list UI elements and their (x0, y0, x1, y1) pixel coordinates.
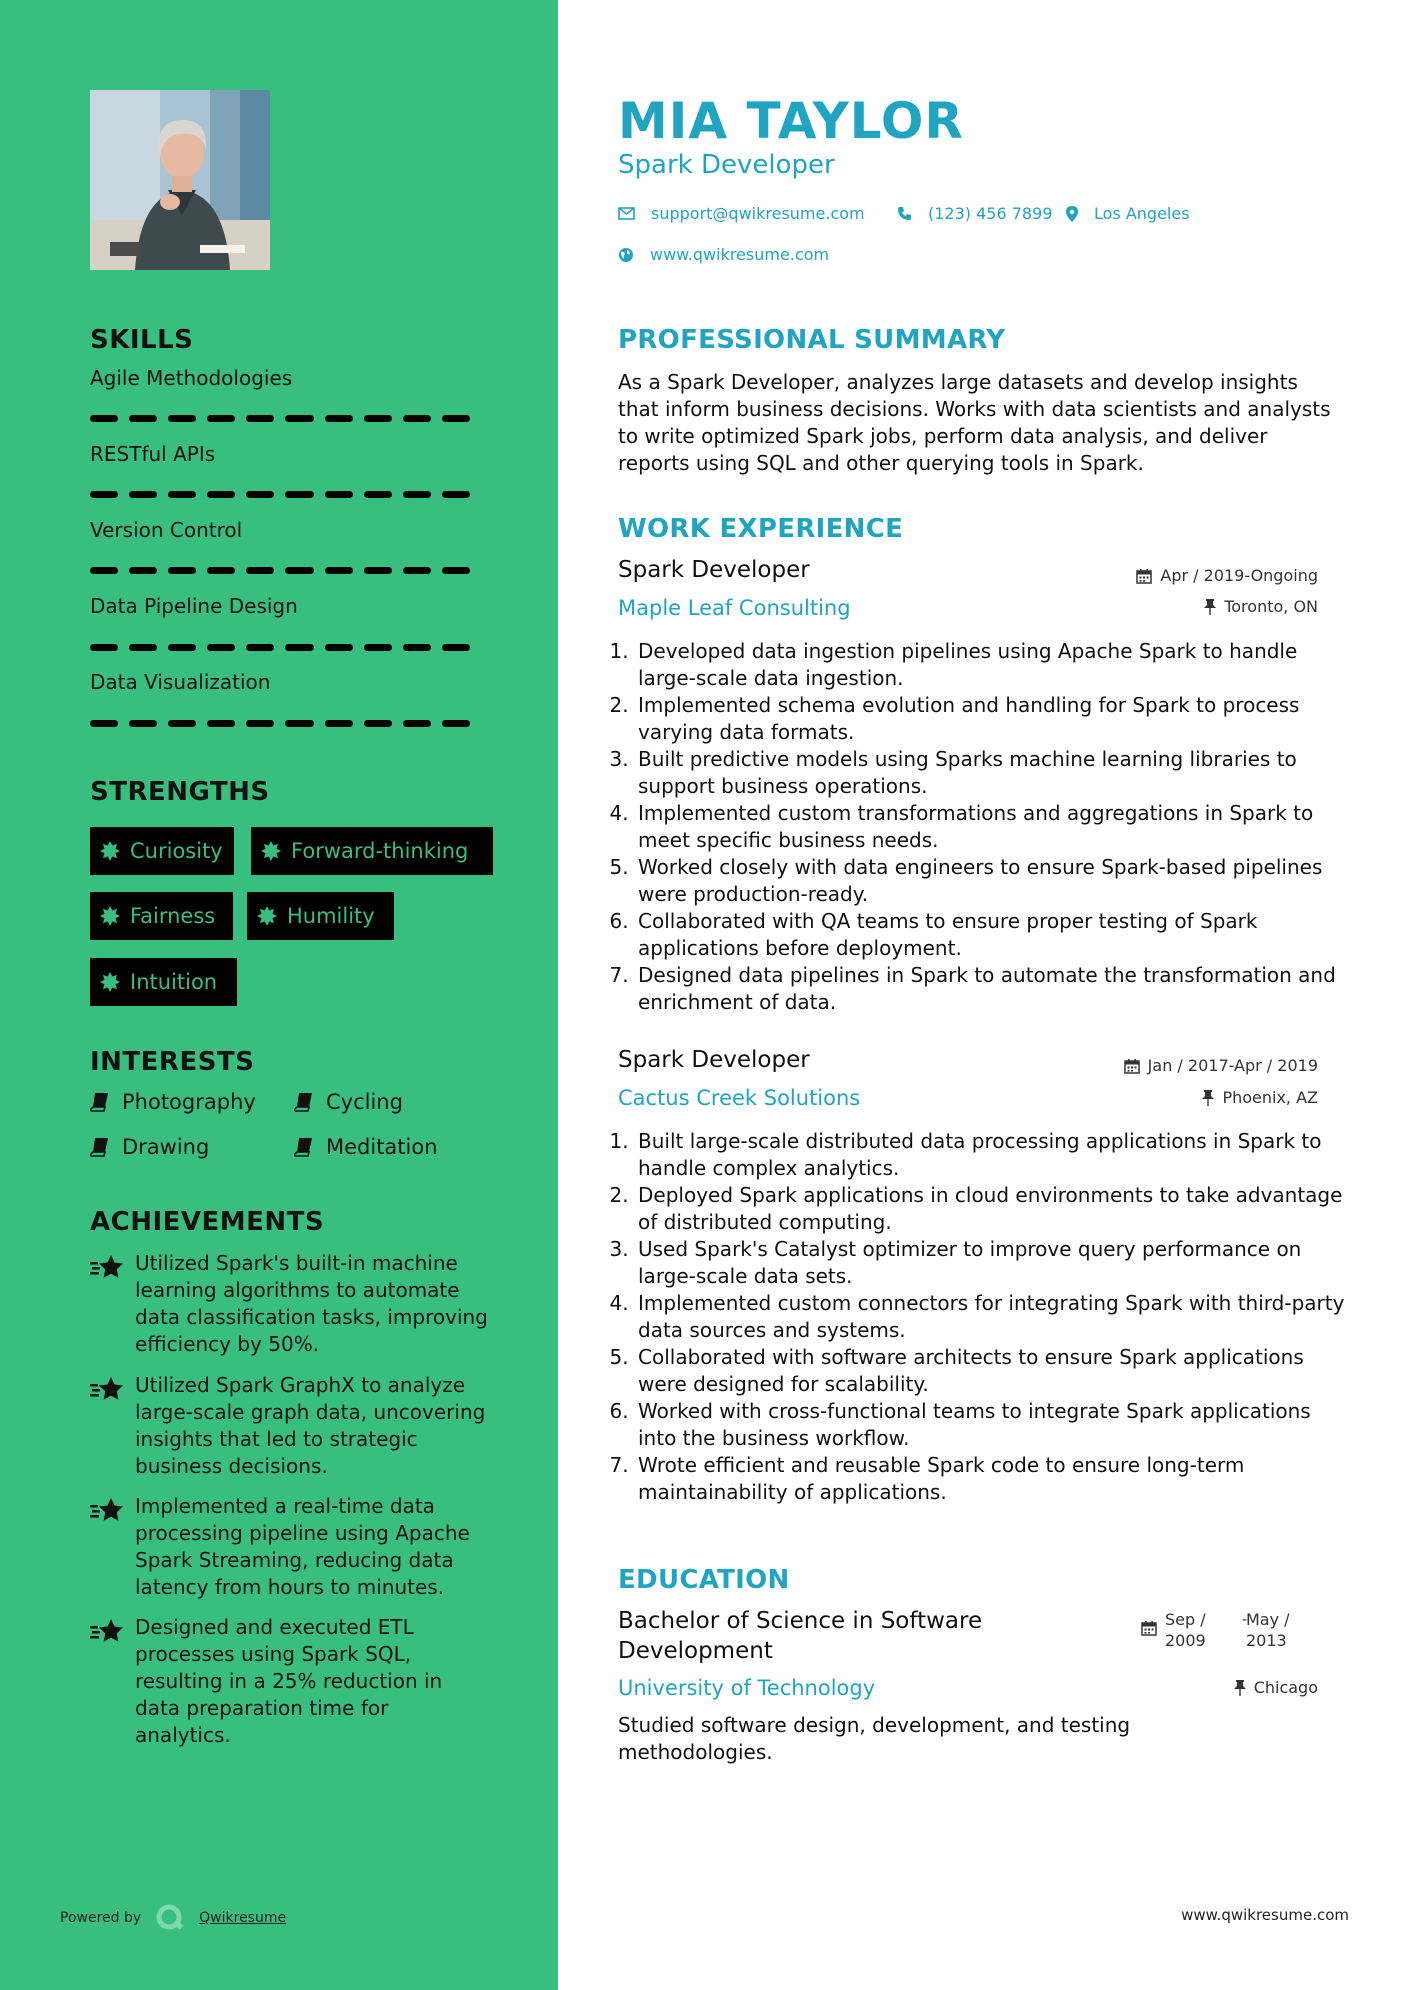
skills-heading: SKILLS (90, 325, 194, 355)
interest-label: Photography (122, 1090, 256, 1114)
strength-label: Humility (287, 904, 375, 928)
school-name: University of Technology (618, 1676, 876, 1700)
responsibility-item: 1. Developed data ingestion pipelines using Apache Spark to handle large-scale data ingestion. (635, 638, 1355, 692)
responsibility-item: 1. Built large-scale distributed data processing applications in Spark to handle complex analytics. (635, 1128, 1355, 1182)
responsibility-item: 7. Wrote efficient and reusable Spark code to ensure long-term maintainability of applications. (635, 1452, 1355, 1506)
strength-label: Intuition (130, 970, 218, 994)
skill-label: RESTful APIs (90, 442, 216, 466)
job-dates-text: Jan / 2017-Apr / 2019 (1147, 1056, 1318, 1075)
skill-label: Version Control (90, 518, 243, 542)
job-dates (1136, 566, 1318, 585)
phone-icon (897, 206, 912, 221)
skill-label: Agile Methodologies (90, 366, 293, 390)
achievements-heading: ACHIEVEMENTS (90, 1207, 325, 1237)
job-location-text: Toronto, ON (1224, 597, 1318, 616)
badge-icon (261, 841, 281, 861)
achievement-item (90, 1250, 490, 1358)
pushpin-icon (1204, 599, 1216, 615)
badge-icon (100, 972, 120, 992)
job-title: Spark Developer (618, 1047, 810, 1073)
education-heading: EDUCATION (618, 1565, 790, 1595)
contact-website (618, 245, 829, 264)
start-month: Sep / (1165, 1610, 1206, 1629)
job-location (1202, 1088, 1318, 1107)
pushpin-icon (1202, 1090, 1214, 1106)
sidebar (0, 0, 558, 1990)
badge-icon (100, 906, 120, 926)
qwikresume-link[interactable]: Qwikresume (199, 1910, 287, 1926)
responsibility-item: 6. Collaborated with QA teams to ensure proper testing of Spark applications before deployment. (635, 908, 1355, 962)
shooting-star-icon (90, 1617, 124, 1645)
strength-label: Fairness (130, 904, 216, 928)
candidate-name: MIA TAYLOR (618, 92, 964, 150)
responsibility-item: 5. Worked closely with data engineers to ensure Spark-based pipelines were production-ready. (635, 854, 1355, 908)
achievement-item (90, 1614, 490, 1749)
footer-website[interactable]: www.qwikresume.com (1181, 1906, 1349, 1924)
skill-level-bar (90, 567, 470, 574)
interest-label: Meditation (326, 1135, 438, 1159)
powered-by-label: Powered by (60, 1910, 142, 1926)
contact-phone (897, 204, 1052, 223)
responsibility-item: 2. Implemented schema evolution and handling for Spark to process varying data formats. (635, 692, 1355, 746)
shooting-star-icon (90, 1253, 124, 1281)
badge-icon (257, 906, 277, 926)
strengths-heading: STRENGTHS (90, 777, 270, 807)
strength-label: Forward-thinking (291, 839, 469, 863)
pushpin-icon (1234, 1680, 1246, 1696)
date-range-dash: - (1242, 1612, 1248, 1628)
email-text[interactable]: support@qwikresume.com (651, 204, 865, 223)
responsibility-item: 4. Implemented custom transformations and aggregations in Spark to meet specific business needs. (635, 800, 1355, 854)
interest-item (90, 1135, 209, 1159)
skill-label: Data Pipeline Design (90, 594, 298, 618)
education-location-text: Chicago (1253, 1678, 1318, 1697)
education-end-date (1246, 1609, 1290, 1651)
strength-chip (90, 958, 237, 1006)
job-responsibilities (612, 638, 1355, 1016)
job-location (1204, 597, 1318, 616)
skill-label: Data Visualization (90, 670, 271, 694)
book-icon (90, 1137, 110, 1157)
end-year: 2013 (1246, 1631, 1287, 1650)
book-icon (294, 1092, 314, 1112)
responsibility-item: 3. Built predictive models using Sparks machine learning libraries to support business operations. (635, 746, 1355, 800)
strength-chip (251, 827, 493, 875)
strength-label: Curiosity (130, 839, 223, 863)
globe-icon (618, 247, 634, 263)
calendar-icon (1136, 568, 1152, 584)
strength-chip (90, 827, 234, 875)
qwikresume-logo-icon (155, 1903, 185, 1933)
interest-label: Drawing (122, 1135, 210, 1159)
achievement-text: Utilized Spark GraphX to analyze large-scale graph data, uncovering insights that led to strategic business decisions. (135, 1373, 486, 1478)
responsibility-item: 5. Collaborated with software architects to ensure Spark applications were designed for scalability. (635, 1344, 1355, 1398)
responsibility-item: 3. Used Spark's Catalyst optimizer to improve query performance on large-scale data sets. (635, 1236, 1355, 1290)
interest-label: Cycling (326, 1090, 403, 1114)
summary-text: As a Spark Developer, analyzes large datasets and develop insights that inform business decisions. Works with data scientists and analysts to write optimized Spark jobs, perform data analysis, and deliver reports using SQL and other querying tools in Spark. (618, 370, 1331, 475)
start-year: 2009 (1165, 1631, 1206, 1650)
contact-location (1066, 204, 1190, 223)
responsibility-item: 2. Deployed Spark applications in cloud environments to take advantage of distributed computing. (635, 1182, 1355, 1236)
end-month: May / (1246, 1610, 1290, 1629)
badge-icon (100, 841, 120, 861)
shooting-star-icon (90, 1375, 124, 1403)
interest-item (294, 1135, 438, 1159)
education-start-date (1165, 1609, 1206, 1651)
job-dates (1124, 1056, 1318, 1075)
summary-heading: PROFESSIONAL SUMMARY (618, 325, 1006, 355)
map-pin-icon (1066, 206, 1078, 222)
responsibility-item: 7. Designed data pipelines in Spark to automate the transformation and enrichment of data. (635, 962, 1355, 1016)
skill-level-bar (90, 415, 470, 422)
interests-heading: INTERESTS (90, 1047, 255, 1077)
degree-title: Bachelor of Science in Software Development (618, 1608, 983, 1664)
book-icon (90, 1092, 110, 1112)
powered-by (60, 1903, 286, 1933)
calendar-icon (1124, 1058, 1140, 1074)
achievement-item (90, 1493, 490, 1601)
shooting-star-icon (90, 1496, 124, 1524)
achievement-text: Designed and executed ETL processes using Spark SQL, resulting in a 25% reduction in data preparation time for analytics. (135, 1615, 443, 1747)
contact-email (618, 204, 865, 223)
candidate-role: Spark Developer (618, 150, 835, 180)
responsibility-item: 4. Implemented custom connectors for integrating Spark with third-party data sources and systems. (635, 1290, 1355, 1344)
skill-level-bar (90, 491, 470, 498)
job-location-text: Phoenix, AZ (1222, 1088, 1318, 1107)
responsibility-item: 6. Worked with cross-functional teams to integrate Spark applications into the business workflow. (635, 1398, 1355, 1452)
achievement-text: Utilized Spark's built-in machine learning algorithms to automate data classification tasks, improving efficiency by 50%. (135, 1251, 488, 1356)
job-responsibilities (612, 1128, 1355, 1506)
strength-chip (90, 892, 233, 940)
education-location (1234, 1678, 1318, 1697)
job-dates-text: Apr / 2019-Ongoing (1160, 566, 1318, 585)
skill-level-bar (90, 644, 470, 651)
skill-level-bar (90, 720, 470, 727)
envelope-icon (618, 207, 635, 220)
experience-heading: WORK EXPERIENCE (618, 514, 904, 544)
strength-chip (247, 892, 394, 940)
calendar-icon (1141, 1620, 1157, 1636)
location-text: Los Angeles (1094, 204, 1190, 223)
book-icon (294, 1137, 314, 1157)
interest-item (294, 1090, 403, 1114)
website-text[interactable]: www.qwikresume.com (650, 245, 830, 264)
job-title: Spark Developer (618, 557, 810, 583)
company-name: Cactus Creek Solutions (618, 1086, 861, 1110)
achievement-text: Implemented a real-time data processing pipeline using Apache Spark Streaming, reducing data latency from hours to minutes. (135, 1494, 470, 1599)
phone-text[interactable]: (123) 456 7899 (928, 204, 1053, 223)
education-description: Studied software design, development, and testing methodologies. (618, 1713, 1131, 1764)
company-name: Maple Leaf Consulting (618, 596, 851, 620)
achievement-item (90, 1372, 490, 1480)
profile-photo (90, 90, 270, 270)
interest-item (90, 1090, 256, 1114)
